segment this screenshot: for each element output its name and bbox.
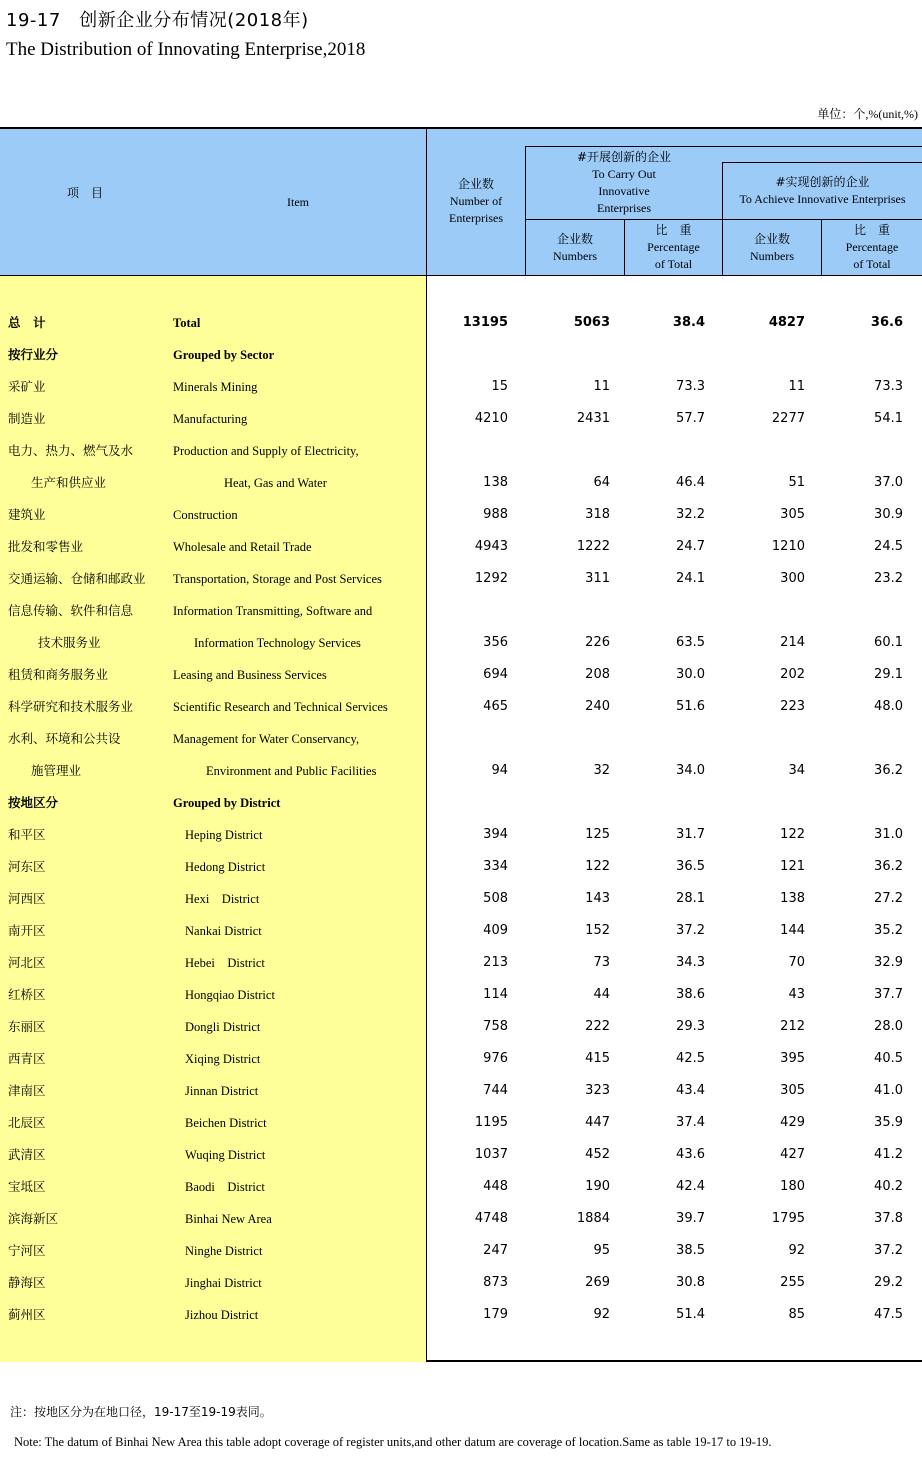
row-value-5: 37.7 [874,987,903,1002]
row-label-cn: 北辰区 [8,1115,46,1130]
row-value-5: 48.0 [874,699,903,714]
row-value-5: 29.1 [874,667,903,682]
row-label-cn: 电力、热力、燃气及水 [8,443,134,458]
row-label-en: Scientific Research and Technical Services [173,700,388,714]
row-value-5: 35.9 [874,1115,903,1130]
row-value-5: 29.2 [874,1275,903,1290]
row-value-4: 305 [780,507,805,522]
row-label-cn: 河西区 [8,891,46,906]
row-value-2: 323 [585,1083,610,1098]
row-value-5: 30.9 [874,507,903,522]
row-label-cn: 总 计 [8,315,46,330]
row-label-cn: 河东区 [8,859,46,874]
row-value-2: 190 [585,1179,610,1194]
note-cn: 注：按地区分为在地口径，19-17至19-19表同。 [10,1405,272,1419]
row-value-5: 60.1 [874,635,903,650]
row-value-5: 36.6 [870,315,903,330]
row-value-4: 70 [788,955,805,970]
row-value-2: 95 [593,1243,610,1258]
row-value-4: 429 [780,1115,805,1130]
table-row [0,883,922,915]
row-label-cn: 静海区 [8,1275,46,1290]
row-value-2: 32 [593,763,610,778]
table-row [0,1139,922,1171]
row-value-1: 13195 [462,315,508,330]
row-value-2: 2431 [576,411,610,426]
row-value-1: 179 [483,1307,508,1322]
row-value-5: 27.2 [874,891,903,906]
row-value-3: 38.4 [672,315,705,330]
row-value-1: 213 [483,955,508,970]
table-row [0,691,922,723]
row-value-5: 36.2 [874,763,903,778]
row-value-4: 305 [780,1083,805,1098]
row-value-3: 51.6 [676,699,705,714]
header-carry-numbers: 企业数 Numbers [553,232,597,263]
row-label-cn: 东丽区 [8,1019,46,1034]
row-label-cn: 交通运输、仓储和邮政业 [8,571,146,586]
row-value-4: 138 [780,891,805,906]
table-row [0,1299,922,1331]
row-value-2: 222 [585,1019,610,1034]
row-value-2: 240 [585,699,610,714]
row-value-4: 180 [780,1179,805,1194]
row-value-3: 30.8 [676,1275,705,1290]
row-value-2: 44 [593,987,610,1002]
row-label-en: Information Technology Services [194,636,361,650]
table-row [0,1011,922,1043]
row-value-4: 4827 [768,315,805,330]
row-label-en: Jinghai District [185,1276,262,1290]
header-item-en: Item [287,195,309,209]
table-row [0,819,922,851]
row-label-en: Wuqing District [185,1148,266,1162]
row-value-1: 114 [483,987,508,1002]
row-value-4: 300 [780,571,805,586]
row-value-3: 34.0 [676,763,705,778]
row-value-2: 415 [585,1051,610,1066]
row-value-4: 202 [780,667,805,682]
row-value-1: 138 [483,475,508,490]
row-label-cn: 建筑业 [8,507,46,522]
row-value-3: 38.5 [676,1243,705,1258]
row-value-5: 40.5 [874,1051,903,1066]
row-label-cn: 租赁和商务服务业 [8,667,109,682]
row-value-1: 694 [483,667,508,682]
row-value-5: 54.1 [874,411,903,426]
row-label-en: Xiqing District [185,1052,261,1066]
row-value-5: 37.8 [874,1211,903,1226]
row-value-5: 40.2 [874,1179,903,1194]
row-value-1: 247 [483,1243,508,1258]
header-achieve-numbers: 企业数 Numbers [750,232,794,263]
row-label-cn: 信息传输、软件和信息 [8,603,134,618]
row-value-4: 122 [780,827,805,842]
header-achieve: #实现创新的企业 To Achieve Innovative Enterprises [739,175,906,206]
table-row [0,915,922,947]
page-title-cn: 19-17 创新企业分布情况(2018年) [6,10,309,31]
row-label-cn: 水利、环境和公共设 [8,731,121,746]
row-label-cn: 滨海新区 [8,1211,59,1226]
table-row [0,467,922,499]
row-value-1: 4943 [474,539,508,554]
row-value-3: 42.5 [676,1051,705,1066]
row-value-5: 36.2 [874,859,903,874]
row-label-cn: 红桥区 [8,987,46,1002]
table-row [0,627,922,659]
row-value-3: 63.5 [676,635,705,650]
table-row [0,339,922,371]
table-row [0,1203,922,1235]
row-value-4: 144 [780,923,805,938]
table-row [0,979,922,1011]
row-value-4: 2277 [771,411,805,426]
row-value-1: 94 [491,763,508,778]
row-value-4: 92 [788,1243,805,1258]
row-label-en: Total [173,316,201,330]
row-value-2: 11 [593,379,610,394]
row-label-en: Grouped by Sector [173,348,275,362]
row-value-4: 427 [780,1147,805,1162]
row-value-1: 4210 [474,411,508,426]
row-label-cn: 制造业 [8,411,46,426]
row-label-en: Hedong District [185,860,266,874]
table-row [0,947,922,979]
row-value-5: 41.0 [874,1083,903,1098]
row-label-en: Heat, Gas and Water [224,476,327,490]
row-value-1: 758 [483,1019,508,1034]
row-label-cn: 西青区 [8,1051,46,1066]
row-value-3: 39.7 [676,1211,705,1226]
row-value-1: 448 [483,1179,508,1194]
row-label-en: Baodi District [185,1180,265,1194]
row-value-2: 64 [593,475,610,490]
row-label-cn: 生产和供应业 [31,475,107,490]
row-value-2: 1884 [576,1211,610,1226]
row-label-en: Minerals Mining [173,380,258,394]
row-value-2: 1222 [576,539,610,554]
table-row [0,1235,922,1267]
row-value-3: 37.2 [676,923,705,938]
header-carry-out: #开展创新的企业 To Carry Out Innovative Enterprises [576,150,672,215]
row-label-en: Manufacturing [173,412,248,426]
row-value-5: 41.2 [874,1147,903,1162]
data-table [0,127,922,1362]
row-value-2: 143 [585,891,610,906]
row-label-en: Hexi District [185,892,260,906]
row-value-3: 24.1 [676,571,705,586]
row-value-3: 28.1 [676,891,705,906]
row-label-en: Heping District [185,828,263,842]
row-value-2: 125 [585,827,610,842]
table-row [0,595,922,627]
row-value-3: 30.0 [676,667,705,682]
row-label-cn: 河北区 [8,955,46,970]
row-value-3: 37.4 [676,1115,705,1130]
table-row [0,403,922,435]
row-value-5: 32.9 [874,955,903,970]
row-value-1: 1292 [474,571,508,586]
table-row [0,371,922,403]
table-row [0,499,922,531]
row-value-3: 31.7 [676,827,705,842]
row-value-2: 152 [585,923,610,938]
row-label-cn: 蓟州区 [8,1307,46,1322]
row-label-cn: 按地区分 [8,795,59,810]
row-value-2: 318 [585,507,610,522]
row-value-1: 394 [483,827,508,842]
row-label-cn: 科学研究和技术服务业 [8,699,134,714]
table-header [0,129,922,276]
row-label-cn: 南开区 [8,923,46,938]
row-value-2: 311 [585,571,610,586]
row-value-1: 976 [483,1051,508,1066]
row-label-en: Ninghe District [185,1244,263,1258]
row-value-1: 1037 [474,1147,508,1162]
header-carry-percentage: 比 重 Percentage of Total [647,223,700,271]
row-label-cn: 批发和零售业 [8,539,84,554]
row-label-cn: 宝坻区 [8,1179,46,1194]
row-label-en: Environment and Public Facilities [206,764,377,778]
header-achieve-percentage: 比 重 Percentage of Total [845,223,899,271]
row-value-1: 1195 [474,1115,508,1130]
row-value-2: 5063 [573,315,610,330]
row-value-4: 223 [780,699,805,714]
row-label-en: Information Transmitting, Software and [173,604,373,618]
row-value-1: 409 [483,923,508,938]
row-value-4: 43 [788,987,805,1002]
row-value-2: 452 [585,1147,610,1162]
row-label-cn: 采矿业 [8,379,46,394]
row-value-4: 51 [788,475,805,490]
row-value-3: 36.5 [676,859,705,874]
table-row [0,659,922,691]
table-row [0,723,922,755]
table-row [0,435,922,467]
row-label-cn: 和平区 [8,827,46,842]
row-value-4: 34 [788,763,805,778]
row-value-3: 29.3 [676,1019,705,1034]
row-label-en: Binhai New Area [185,1212,272,1226]
table-row [0,1043,922,1075]
row-value-4: 212 [780,1019,805,1034]
row-value-5: 24.5 [874,539,903,554]
row-value-3: 34.3 [676,955,705,970]
row-value-4: 1795 [771,1211,805,1226]
row-value-1: 744 [483,1083,508,1098]
row-label-en: Management for Water Conservancy, [173,732,360,746]
row-value-3: 24.7 [676,539,705,554]
table-row [0,1171,922,1203]
row-label-en: Wholesale and Retail Trade [173,540,312,554]
row-value-1: 334 [483,859,508,874]
row-value-1: 988 [483,507,508,522]
row-label-cn: 技术服务业 [38,635,101,650]
row-value-4: 11 [788,379,805,394]
row-value-1: 465 [483,699,508,714]
row-label-en: Jinnan District [185,1084,259,1098]
row-value-2: 269 [585,1275,610,1290]
row-value-5: 23.2 [874,571,903,586]
row-value-4: 121 [780,859,805,874]
table-row [0,531,922,563]
table-row [0,787,922,819]
table-row [0,851,922,883]
row-value-2: 92 [593,1307,610,1322]
row-value-5: 73.3 [874,379,903,394]
row-value-3: 38.6 [676,987,705,1002]
row-label-cn: 津南区 [8,1083,46,1098]
row-value-2: 122 [585,859,610,874]
row-value-1: 4748 [474,1211,508,1226]
table-row [0,1107,922,1139]
row-value-3: 57.7 [676,411,705,426]
row-value-3: 43.6 [676,1147,705,1162]
row-value-5: 28.0 [874,1019,903,1034]
row-value-3: 43.4 [676,1083,705,1098]
row-value-4: 1210 [771,539,805,554]
row-value-4: 255 [780,1275,805,1290]
row-label-cn: 宁河区 [8,1243,46,1258]
row-value-5: 47.5 [874,1307,903,1322]
row-value-2: 73 [593,955,610,970]
row-label-en: Hebei District [185,956,265,970]
header-item-cn: 项 目 [66,186,103,200]
header-number-of-enterprises: 企业数 Number of Enterprises [449,177,503,225]
row-value-1: 873 [483,1275,508,1290]
row-label-en: Beichen District [185,1116,267,1130]
row-label-en: Leasing and Business Services [173,668,327,682]
row-value-2: 447 [585,1115,610,1130]
row-label-cn: 施管理业 [31,763,82,778]
row-label-cn: 武清区 [8,1147,46,1162]
row-value-4: 395 [780,1051,805,1066]
row-value-3: 73.3 [676,379,705,394]
table-row [0,1075,922,1107]
row-label-en: Hongqiao District [185,988,275,1002]
row-label-en: Production and Supply of Electricity, [173,444,359,458]
table-row [0,755,922,787]
row-label-cn: 按行业分 [8,347,59,362]
row-value-5: 35.2 [874,923,903,938]
row-value-2: 208 [585,667,610,682]
page-title-en: The Distribution of Innovating Enterprise,2018 [6,39,366,60]
row-value-2: 226 [585,635,610,650]
row-value-4: 85 [788,1307,805,1322]
row-label-en: Construction [173,508,238,522]
row-label-en: Nankai District [185,924,262,938]
row-value-4: 214 [780,635,805,650]
row-value-1: 15 [491,379,508,394]
unit-label: 单位：个,%(unit,%) [817,107,918,121]
table-row [0,307,922,339]
row-label-en: Grouped by District [173,796,281,810]
row-value-1: 356 [483,635,508,650]
row-label-en: Jizhou District [185,1308,259,1322]
row-label-en: Transportation, Storage and Post Services [173,572,382,586]
row-value-1: 508 [483,891,508,906]
row-value-3: 51.4 [676,1307,705,1322]
row-value-3: 42.4 [676,1179,705,1194]
row-value-3: 46.4 [676,475,705,490]
table-row [0,563,922,595]
row-value-5: 31.0 [874,827,903,842]
table-row [0,1267,922,1299]
row-label-en: Dongli District [185,1020,261,1034]
note-en: Note: The datum of Binhai New Area this table adopt coverage of register units,and other datum are coverage of location.Same as table 19-17 to 19-19. [14,1435,772,1449]
row-value-5: 37.2 [874,1243,903,1258]
row-value-5: 37.0 [874,475,903,490]
row-value-3: 32.2 [676,507,705,522]
